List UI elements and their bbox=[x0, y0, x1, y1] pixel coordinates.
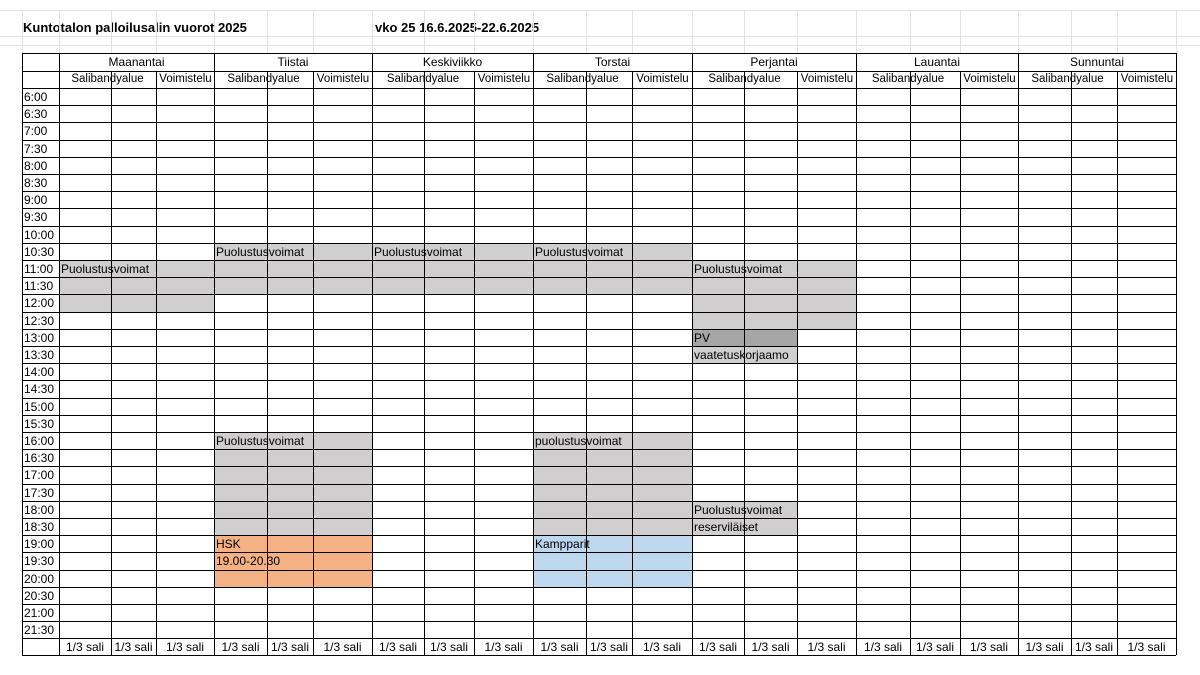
row-line bbox=[22, 294, 1176, 295]
sheet-gridline bbox=[744, 10, 745, 53]
day-header: Torstai bbox=[594, 55, 631, 69]
row-line bbox=[22, 380, 1176, 381]
sheet-gridline bbox=[632, 10, 633, 53]
sheet-gridline bbox=[313, 10, 314, 53]
row-line bbox=[22, 346, 1176, 347]
area-header-voimistelu: Voimistelu bbox=[963, 73, 1016, 85]
day-header: Sunnuntai bbox=[1069, 55, 1125, 69]
footer-sali-label: 1/3 sali bbox=[642, 640, 682, 655]
row-line bbox=[22, 570, 1176, 571]
booking-label: Puolustusvoimat bbox=[61, 262, 150, 276]
column-line bbox=[22, 53, 23, 655]
time-label: 21:30 bbox=[24, 623, 55, 638]
column-line bbox=[692, 53, 693, 655]
time-label: 12:00 bbox=[24, 296, 55, 311]
footer-sali-label: 1/3 sali bbox=[540, 640, 579, 655]
row-line bbox=[22, 415, 1176, 416]
sheet-gridline bbox=[586, 10, 587, 53]
row-line bbox=[22, 398, 1176, 399]
row-line bbox=[22, 329, 1176, 330]
area-header-voimistelu: Voimistelu bbox=[159, 73, 212, 85]
booking-label: 19.00-20.30 bbox=[216, 554, 281, 569]
column-line bbox=[533, 53, 534, 655]
sheet-gridline bbox=[1071, 10, 1072, 53]
column-line bbox=[59, 53, 60, 655]
row-line bbox=[22, 449, 1176, 450]
booking-label: Puolustusvoimat bbox=[694, 262, 783, 276]
time-label: 6:30 bbox=[24, 107, 48, 122]
column-line bbox=[1117, 71, 1118, 655]
row-line bbox=[22, 122, 1176, 123]
sheet-gridline bbox=[111, 10, 112, 53]
column-line bbox=[156, 71, 157, 655]
area-header-voimistelu: Voimistelu bbox=[1120, 73, 1174, 85]
booking-label: Puolustusvoimat bbox=[535, 244, 624, 259]
sheet-gridline bbox=[533, 10, 534, 53]
column-line bbox=[586, 71, 587, 655]
day-header: Keskiviikko bbox=[422, 55, 483, 69]
column-line bbox=[372, 53, 373, 655]
footer-sali-label: 1/3 sali bbox=[751, 640, 790, 655]
row-line bbox=[22, 501, 1176, 502]
sheet-gridline bbox=[214, 10, 215, 53]
time-label: 21:00 bbox=[24, 606, 55, 620]
time-label: 9:00 bbox=[24, 193, 48, 208]
footer-sali-label: 1/3 sali bbox=[65, 640, 105, 655]
row-line bbox=[22, 174, 1176, 175]
footer-sali-label: 1/3 sali bbox=[484, 640, 523, 655]
time-label: 11:30 bbox=[24, 279, 54, 294]
row-line bbox=[22, 484, 1176, 485]
booking-label: Kampparit bbox=[535, 537, 590, 552]
booking-label: puolustusvoimat bbox=[535, 434, 622, 448]
sheet-gridline bbox=[960, 10, 961, 53]
footer-sali-label: 1/3 sali bbox=[698, 640, 738, 655]
column-line bbox=[744, 71, 745, 655]
time-label: 13:00 bbox=[24, 330, 55, 345]
sheet-gridline bbox=[59, 10, 60, 53]
time-label: 17:00 bbox=[24, 468, 55, 483]
footer-sali-label: 1/3 sali bbox=[915, 640, 955, 655]
column-line bbox=[1018, 53, 1019, 655]
booking-label: HSK bbox=[216, 537, 241, 552]
sheet-gridline bbox=[1018, 10, 1019, 53]
row-line bbox=[22, 88, 1176, 89]
sheet-gridline bbox=[1176, 10, 1177, 53]
footer-sali-label: 1/3 sali bbox=[1025, 640, 1064, 655]
booking-label: Puolustusvoimat bbox=[694, 502, 783, 517]
footer-sali-label: 1/3 sali bbox=[270, 640, 310, 655]
row-line bbox=[22, 105, 1176, 106]
time-label: 12:30 bbox=[24, 313, 55, 328]
booking-label: Puolustusvoimat bbox=[216, 434, 305, 448]
column-line bbox=[1071, 71, 1072, 655]
row-line bbox=[22, 587, 1176, 588]
time-label: 10:30 bbox=[24, 244, 55, 259]
booking-label: Puolustusvoimat bbox=[374, 244, 463, 259]
column-line bbox=[856, 53, 857, 655]
footer-sali-label: 1/3 sali bbox=[807, 640, 846, 655]
sheet-gridline bbox=[1117, 10, 1118, 53]
time-label: 16:30 bbox=[24, 451, 55, 466]
time-label: 18:30 bbox=[24, 520, 55, 534]
footer-sali-label: 1/3 sali bbox=[323, 640, 362, 655]
time-label: 13:30 bbox=[24, 348, 55, 362]
column-line bbox=[960, 71, 961, 655]
sheet-gridline bbox=[267, 10, 268, 53]
time-label: 9:30 bbox=[24, 210, 48, 225]
booking-label: PV bbox=[694, 330, 711, 345]
row-line bbox=[22, 604, 1176, 605]
sheet-gridline bbox=[0, 36, 1200, 37]
footer-sali-label: 1/3 sali bbox=[1074, 640, 1114, 655]
time-label: 19:00 bbox=[24, 537, 55, 552]
time-label: 20:00 bbox=[24, 571, 55, 586]
day-header: Maanantai bbox=[108, 55, 165, 69]
sheet-gridline bbox=[424, 10, 425, 53]
time-label: 7:00 bbox=[24, 124, 48, 139]
footer-sali-label: 1/3 sali bbox=[165, 640, 205, 655]
sheet-gridline bbox=[372, 10, 373, 53]
column-line bbox=[214, 53, 215, 655]
sheet-gridline bbox=[692, 10, 693, 53]
row-line bbox=[22, 140, 1176, 141]
time-label: 17:30 bbox=[24, 485, 55, 500]
schedule-title: Kuntotalon palloilusalin vuorot 2025 bbox=[23, 20, 247, 35]
row-line bbox=[22, 621, 1176, 622]
time-label: 10:00 bbox=[24, 227, 55, 242]
footer-line bbox=[22, 655, 1176, 656]
column-line bbox=[474, 71, 475, 655]
row-line bbox=[22, 157, 1176, 158]
booking-label: vaatetuskorjaamo bbox=[694, 348, 789, 362]
row-line bbox=[22, 277, 1176, 278]
area-header-salibandy: Salibandyalue bbox=[1031, 73, 1104, 85]
column-line bbox=[424, 71, 425, 655]
area-header-salibandy: Salibandyalue bbox=[71, 73, 144, 85]
time-label: 11:00 bbox=[24, 262, 54, 276]
time-label: 14:30 bbox=[24, 382, 55, 397]
day-header: Perjantai bbox=[750, 55, 798, 69]
column-line bbox=[111, 71, 112, 655]
time-label: 20:30 bbox=[24, 588, 55, 603]
sheet-gridline bbox=[910, 10, 911, 53]
column-line bbox=[632, 71, 633, 655]
row-line bbox=[22, 363, 1176, 364]
time-label: 16:00 bbox=[24, 434, 55, 448]
area-header-voimistelu: Voimistelu bbox=[800, 73, 854, 85]
area-header-salibandy: Salibandyalue bbox=[386, 73, 460, 85]
footer-sali-label: 1/3 sali bbox=[114, 640, 153, 655]
time-label: 8:00 bbox=[24, 158, 48, 173]
time-label: 15:30 bbox=[24, 416, 55, 431]
column-line bbox=[797, 71, 798, 655]
time-label: 15:00 bbox=[24, 399, 55, 414]
row-line bbox=[22, 466, 1176, 467]
time-label: 18:00 bbox=[24, 502, 55, 517]
area-header-salibandy: Salibandyalue bbox=[708, 73, 781, 85]
footer-sali-label: 1/3 sali bbox=[378, 640, 418, 655]
footer-sali-label: 1/3 sali bbox=[589, 640, 629, 655]
row-line bbox=[22, 191, 1176, 192]
row-line bbox=[22, 312, 1176, 313]
day-header: Tiistai bbox=[277, 55, 309, 69]
time-label: 6:00 bbox=[24, 90, 48, 104]
area-header-salibandy: Salibandyalue bbox=[546, 73, 619, 85]
week-label: vko 25 16.6.2025-22.6.2025 bbox=[375, 20, 540, 35]
sheet-gridline bbox=[156, 10, 157, 53]
time-label: 14:00 bbox=[24, 365, 55, 380]
row-line bbox=[22, 208, 1176, 209]
footer-sali-label: 1/3 sali bbox=[1127, 640, 1166, 655]
booking-label: reserviläiset bbox=[694, 520, 759, 534]
column-line bbox=[910, 71, 911, 655]
day-header: Lauantai bbox=[913, 55, 961, 69]
column-line bbox=[1176, 53, 1177, 655]
time-label: 19:30 bbox=[24, 554, 55, 569]
sheet-gridline bbox=[0, 10, 1200, 11]
sheet-gridline bbox=[797, 10, 798, 53]
area-header-voimistelu: Voimistelu bbox=[477, 73, 531, 85]
footer-sali-label: 1/3 sali bbox=[969, 640, 1009, 655]
area-header-voimistelu: Voimistelu bbox=[316, 73, 370, 85]
row-line bbox=[22, 518, 1176, 519]
area-header-salibandy: Salibandyalue bbox=[227, 73, 300, 85]
sheet-gridline bbox=[0, 45, 1200, 46]
booking-label: Puolustusvoimat bbox=[216, 244, 305, 259]
row-line bbox=[22, 552, 1176, 553]
time-label: 8:30 bbox=[24, 176, 48, 190]
footer-sali-label: 1/3 sali bbox=[863, 640, 903, 655]
area-header-salibandy: Salibandyalue bbox=[871, 73, 945, 85]
row-line bbox=[22, 226, 1176, 227]
footer-sali-label: 1/3 sali bbox=[221, 640, 260, 655]
area-header-voimistelu: Voimistelu bbox=[636, 73, 689, 85]
sheet-gridline bbox=[22, 10, 23, 53]
time-label: 7:30 bbox=[24, 141, 48, 156]
footer-sali-label: 1/3 sali bbox=[429, 640, 469, 655]
sheet-gridline bbox=[474, 10, 475, 53]
sheet-gridline bbox=[856, 10, 857, 53]
